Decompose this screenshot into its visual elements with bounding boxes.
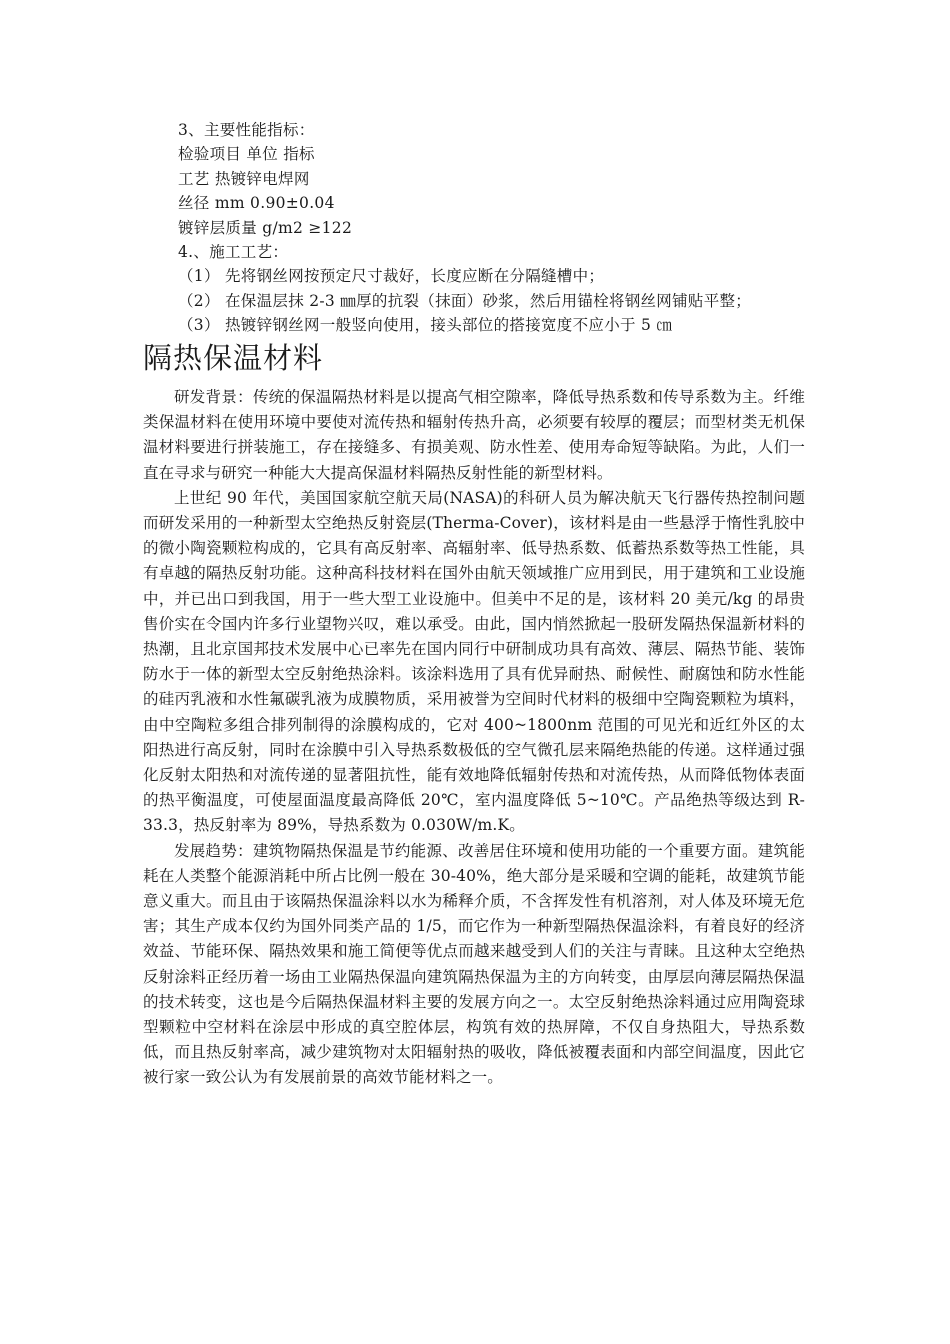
process-step-1: （1） 先将钢丝网按预定尺寸裁好，长度应断在分隔缝槽中； [178, 267, 605, 285]
spec-row-wire: 丝径 mm 0.90±0.04 [178, 194, 335, 212]
process-heading: 4.、施工工艺： [178, 243, 289, 261]
spec-row-zinc: 镀锌层质量 g/m2 ≥122 [178, 219, 353, 237]
paragraph-background: 研发背景：传统的保温隔热材料是以提高气相空隙率，降低导热系数和传导系数为主。纤维类保温材料在使用环境中要使对流传热和辐射传热升高，必须要有较厚的覆层；而型材类无机保温材料要进行拼装施工，存在接缝多、有损美观、防水性差、使用寿命短等缺陷。为此，人们一直在寻求与研究一种能大大提高保温材料隔热反射性能的新型材料。 [143, 388, 805, 482]
spec-row-craft: 工艺 热镀锌电焊网 [178, 170, 310, 188]
process-step-2: （2） 在保温层抹 2-3 ㎜厚的抗裂（抹面）砂浆，然后用锚栓将钢丝网铺贴平整； [178, 292, 752, 310]
process-step-3: （3） 热镀锌钢丝网一般竖向使用，接头部位的搭接宽度不应小于 5 ㎝ [178, 316, 673, 334]
article-title: 隔热保温材料 [143, 341, 324, 375]
article-body [143, 385, 805, 1091]
paragraph-trends: 发展趋势：建筑物隔热保温是节约能源、改善居住环境和使用功能的一个重要方面。建筑能耗在人类整个能源消耗中所占比例一般在 30-40%，绝大部分是采暖和空调的能耗，故建筑节能意义重大。而且由于该隔热保温涂料以水为稀释介质，不含挥发性有机溶剂，对人体及环境无危害；其生产成本仅约为国外同类产品的 1/5，而它作为一种新型隔热保温涂料，有着良好的经济效益、节能环保、隔热效果和施工简便等优点而越来越受到人们的关注与青睐。且这种太空绝热反射涂料正经历着一场由工业隔热保温向建筑隔热保温为主的方向转变，由厚层向薄层隔热保温的技术转变，这也是今后隔热保温材料主要的发展方向之一。太空反射绝热涂料通过应用陶瓷球型颗粒中空材料在涂层中形成的真空腔体层，构筑有效的热屏障，不仅自身热阻大，导热系数低，而且热反射率高，减少建筑物对太阳辐射热的吸收，降低被覆表面和内部空间温度，因此它被行家一致公认为有发展前景的高效节能材料之一。 [143, 841, 805, 1087]
spec-header-row: 检验项目 单位 指标 [178, 145, 315, 163]
paragraph-history: 上世纪 90 年代，美国国家航空航天局(NASA)的科研人员为解决航天飞行器传热控制问题而研发采用的一种新型太空绝热反射瓷层(Therma-Cover)，该材料是由一些悬浮于惰性乳胶中的微小陶瓷颗粒构成的，它具有高反射率、高辐射率、低导热系数、低蓄热系数等热工性能，具有卓越的隔热反射功能。这种高科技材料在国外由航天领域推广应用到民，用于建筑和工业设施中，并已出口到我国，用于一些大型工业设施中。但美中不足的是，该材料 20 美元/kg 的昂贵售价实在令国内许多行业望物兴叹，难以承受。由此，国内悄然掀起一股研发隔热保温新材料的热潮，且北京国邦技术发展中心已率先在国内同行中研制成功具有高效、薄层、隔热节能、装饰防水于一体的新型太空反射绝热涂料。该涂料选用了具有优异耐热、耐候性、耐腐蚀和防水性能的硅丙乳液和水性氟碳乳液为成膜物质，采用被誉为空间时代材料的极细中空陶瓷颗粒为填料，由中空陶粒多组合排列制得的涂膜构成的，它对 400~1800nm 范围的可见光和近红外区的太阳热进行高反射，同时在涂膜中引入导热系数极低的空气微孔层来隔绝热能的传递。这样通过强化反射太阳热和对流传递的显著阻抗性，能有效地降低辐射传热和对流传热，从而降低物体表面的热平衡温度，可使屋面温度最高降低 20℃，室内温度降低 5~10℃。产品绝热等级达到 R-33.3，热反射率为 89%，导热系数为 0.030W/m.K。 [143, 488, 805, 835]
spec-heading: 3、主要性能指标： [178, 121, 315, 139]
